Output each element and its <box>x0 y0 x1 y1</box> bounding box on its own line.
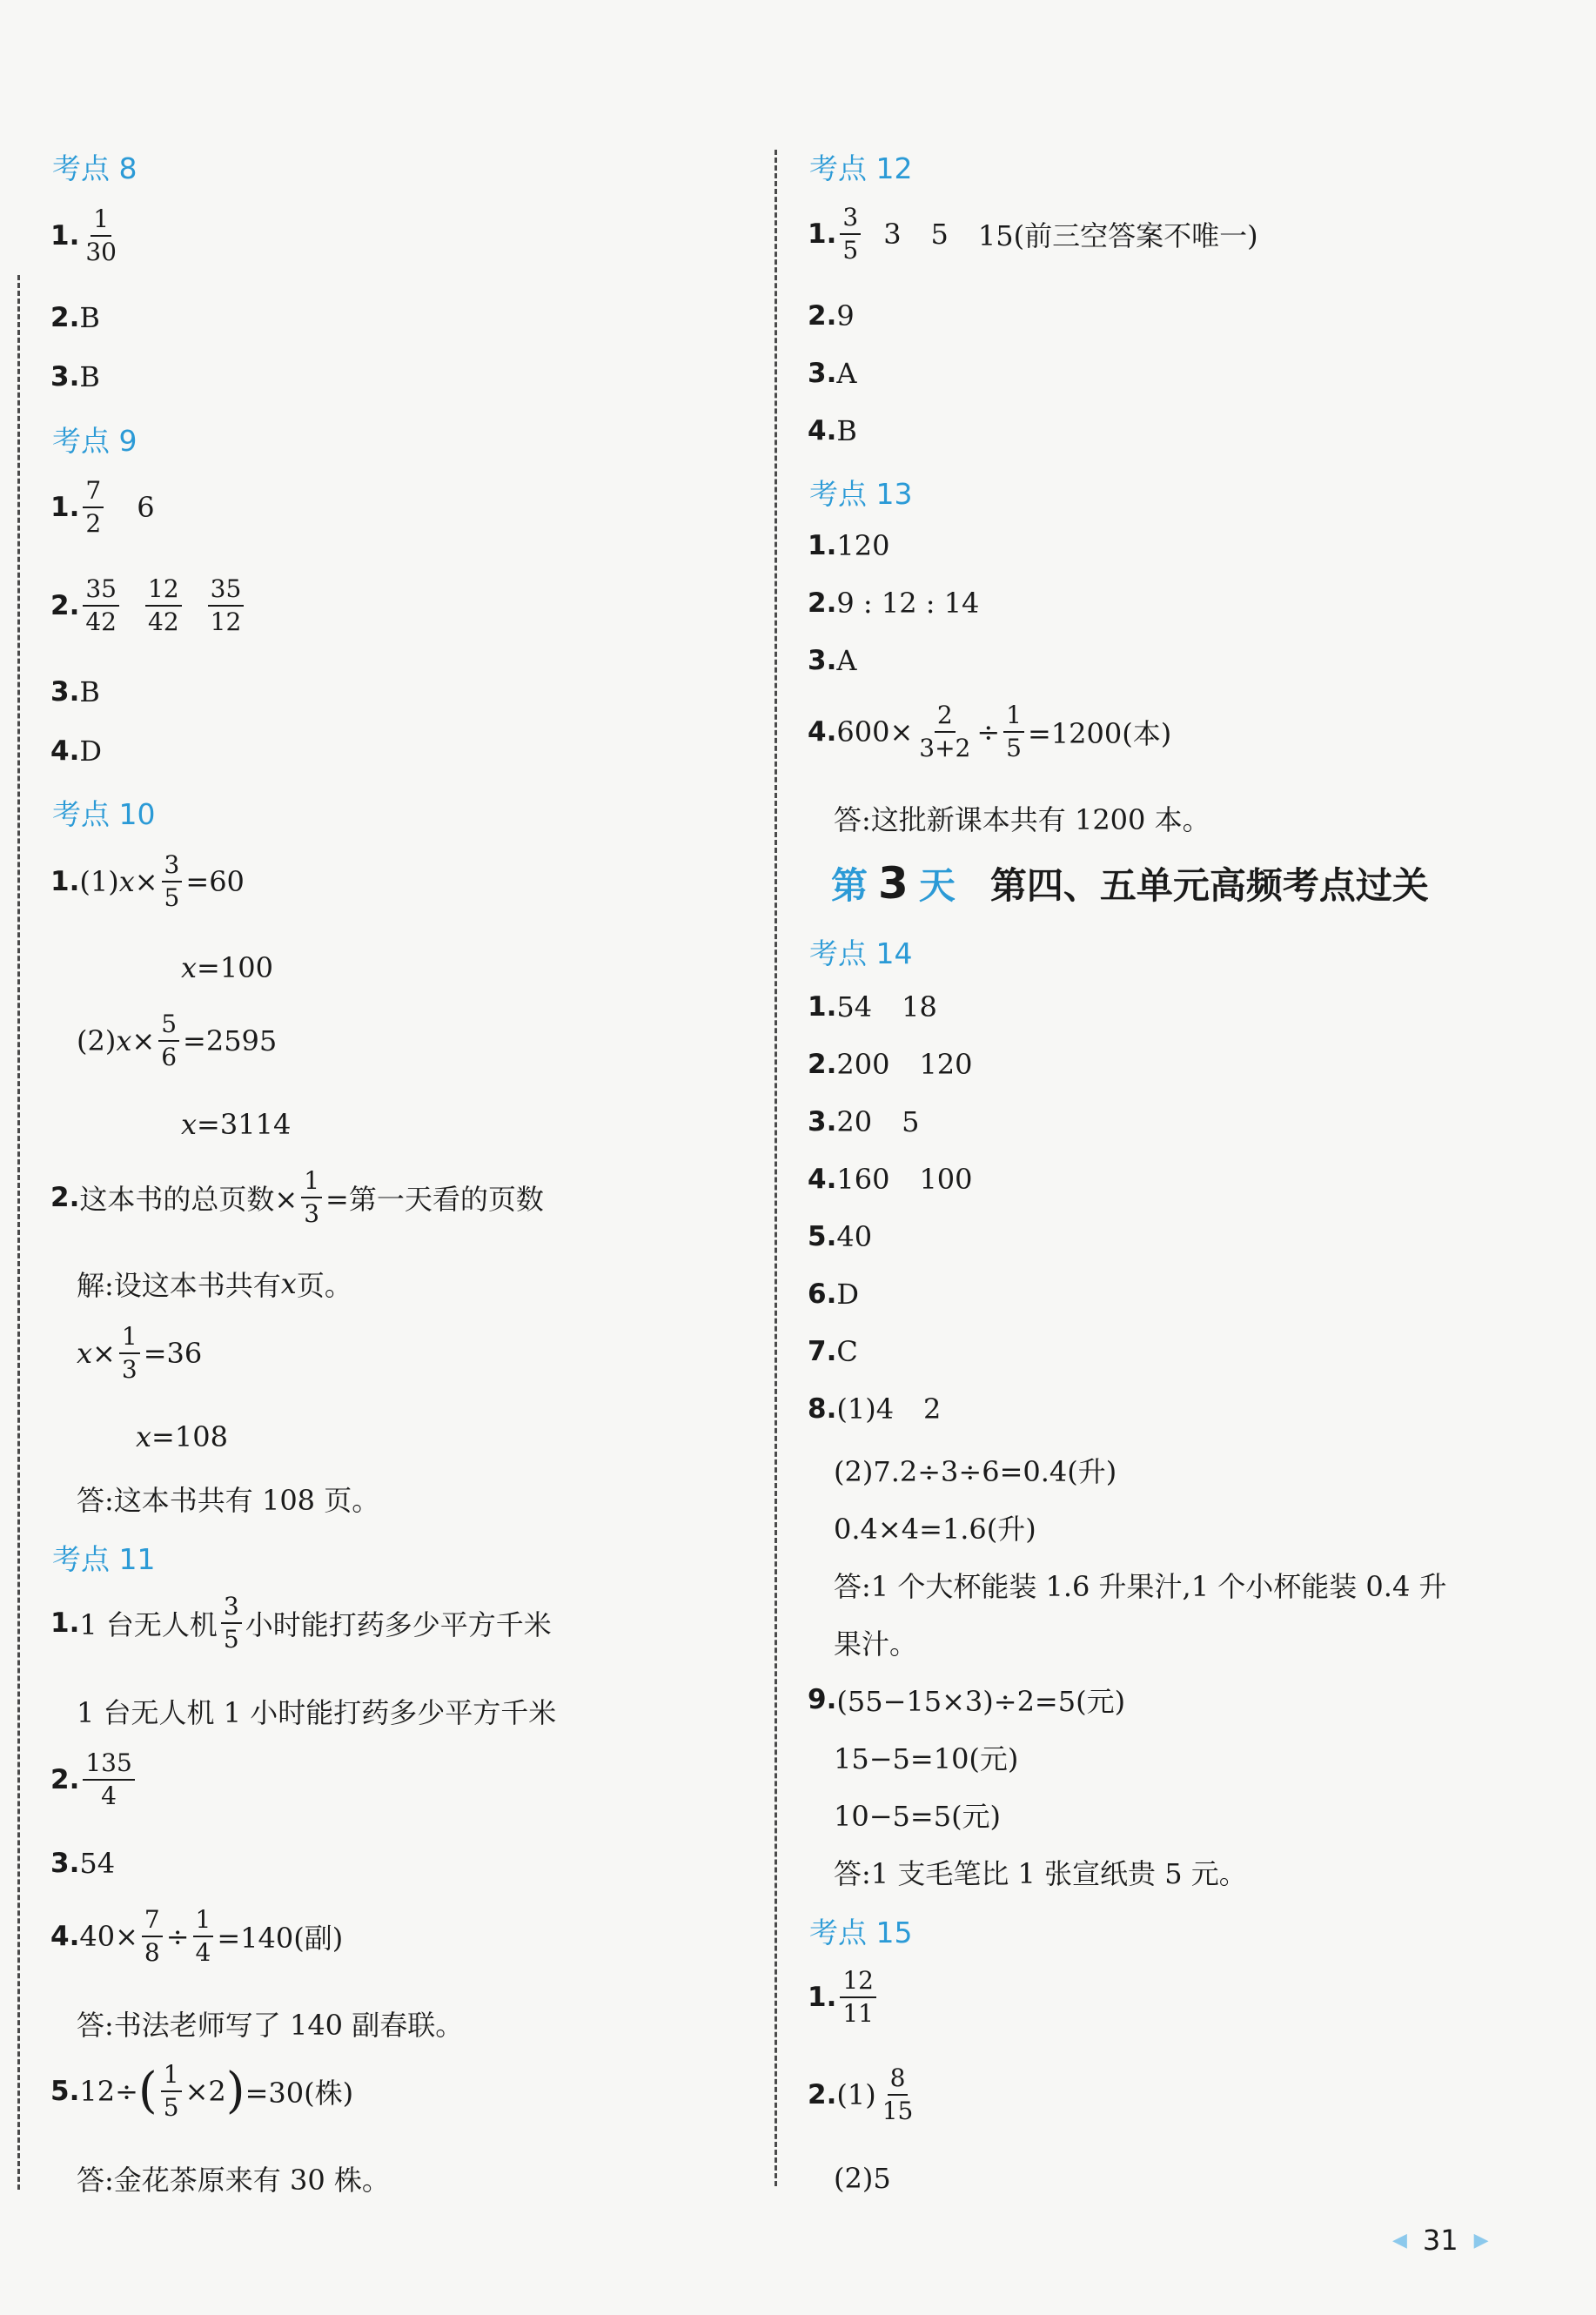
answer-15-2: 2. (1) $\frac{8}{15}$ <box>808 2063 914 2125</box>
answer-10-1-res1: x =100 <box>181 951 273 984</box>
day-label-a: 第 <box>831 864 868 907</box>
answer-14-8-calc1: (2)7.2÷3÷6=0.4(升) <box>834 1455 1117 1488</box>
section-heading-11: 考点 11 <box>52 1542 156 1576</box>
answer-11-4: 4. 40× $\frac{7}{8}$ ÷ $\frac{1}{4}$ =140(副) <box>50 1905 344 1967</box>
answer-13-4-conclusion: 答:这批新课本共有 1200 本。 <box>834 803 1210 836</box>
fraction: $\frac{1}{30}$ <box>85 205 117 266</box>
answer-13-1: 1. 120 <box>808 529 890 562</box>
answer-12-2: 2. 9 <box>808 299 855 332</box>
section-heading-9: 考点 9 <box>52 424 137 458</box>
triangle-right-icon: ▶ <box>1473 2229 1489 2251</box>
answer-11-5-conclusion: 答:金花茶原来有 30 株。 <box>77 2164 390 2197</box>
answer-15-1: 1. $\frac{12}{11}$ <box>808 1969 880 2026</box>
answer-14-9-calc2: 10−5=5(元) <box>834 1800 1002 1833</box>
left-dashed-border <box>17 275 20 2190</box>
answer-14-8: 8. (1)4 2 <box>808 1392 942 1426</box>
item-number: 1. <box>50 220 80 252</box>
answer-14-8-conclusion-cont: 果汁。 <box>834 1627 918 1661</box>
section-heading-15: 考点 15 <box>809 1916 913 1949</box>
answer-14-2: 2. 200 120 <box>808 1048 973 1081</box>
answer-10-2-solution: 解:设这本书共有 x 页。 <box>77 1267 352 1302</box>
answer-10-2: 2. 这本书的总页数× $\frac{1}{3}$ =第一天看的页数 <box>50 1166 544 1228</box>
answer-11-1-b: 1 台无人机 1 小时能打药多少平方千米 <box>77 1696 557 1729</box>
answer-10-2-conclusion: 答:这本书共有 108 页。 <box>77 1484 380 1517</box>
answer-14-4: 4. 160 100 <box>808 1163 973 1196</box>
section-heading-10: 考点 10 <box>52 797 156 831</box>
answer-13-2: 2. 9 : 12 : 14 <box>808 587 980 620</box>
triangle-left-icon: ◀ <box>1392 2229 1407 2251</box>
answer-8-1 <box>50 207 123 265</box>
answer-11-5: 5. 12÷ ( $\frac{1}{5}$ ×2 ) =30(株) <box>50 2060 354 2122</box>
answer-10-2-result: x =108 <box>136 1420 228 1453</box>
answer-11-4-conclusion: 答:书法老师写了 140 副春联。 <box>77 2009 464 2042</box>
page-number: 31 <box>1422 2224 1459 2257</box>
answer-10-1-eq2: (2) x × $\frac{5}{6}$ =2595 <box>77 1010 278 1071</box>
answer-12-4: 4. B <box>808 414 857 447</box>
answer-9-2: 2. $\frac{35}{42}$ $\frac{12}{42}$ $\frac{35}{12}$ <box>50 577 247 634</box>
answer-14-3: 3. 20 5 <box>808 1105 920 1138</box>
section-heading-13: 考点 13 <box>809 477 913 511</box>
answer-14-6: 6. D <box>808 1278 860 1311</box>
answer-9-1: 1. $\frac{7}{2}$ 6 <box>50 476 155 538</box>
answer-9-3: 3. B <box>50 675 100 708</box>
answer-12-1: 1. $\frac{3}{5}$ 3 5 15(前三空答案不唯一) <box>808 203 1258 265</box>
answer-10-1-res2: x =3114 <box>181 1108 292 1141</box>
section-heading-8: 考点 8 <box>52 151 137 185</box>
answer-15-2-b: (2)5 <box>834 2162 891 2195</box>
answer-14-9-calc1: 15−5=10(元) <box>834 1742 1019 1775</box>
answer-11-3: 3. 54 <box>50 1847 116 1880</box>
day-number: 3 <box>878 858 909 909</box>
section-heading-14: 考点 14 <box>809 936 913 970</box>
answer-8-3: 3. B <box>50 360 100 393</box>
day-label-c: 天 <box>918 864 956 907</box>
answer-12-3: 3. A <box>808 357 857 390</box>
day-title <box>831 857 1429 909</box>
page-number-footer <box>1392 2224 1489 2257</box>
answer-11-2: 2. $\frac{135}{4}$ <box>50 1751 138 1808</box>
answer-14-5: 5. 40 <box>808 1220 873 1253</box>
answer-14-8-calc2: 0.4×4=1.6(升) <box>834 1513 1036 1546</box>
answer-14-7: 7. C <box>808 1335 858 1368</box>
answer-14-9: 9. (55−15×3)÷2=5(元) <box>808 1684 1126 1718</box>
day-title-text: 第四、五单元高频考点过关 <box>989 864 1429 907</box>
section-heading-12: 考点 12 <box>809 151 913 185</box>
answer-11-1: 1. 1 台无人机 $\frac{3}{5}$ 小时能打药多少平方千米 <box>50 1592 552 1654</box>
answer-14-9-conclusion: 答:1 支毛笔比 1 张宣纸贵 5 元。 <box>834 1857 1247 1890</box>
answer-10-1-eq1: 1. (1) x × $\frac{3}{5}$ =60 <box>50 850 245 912</box>
middle-dashed-divider <box>775 150 777 2186</box>
answer-14-8-conclusion: 答:1 个大杯能装 1.6 升果汁,1 个小杯能装 0.4 升 <box>834 1570 1447 1603</box>
answer-8-2: 2. B <box>50 301 100 334</box>
answer-10-2-equation: x × $\frac{1}{3}$ =36 <box>77 1322 203 1384</box>
answer-14-1: 1. 54 18 <box>808 990 937 1023</box>
answer-9-4: 4. D <box>50 735 103 768</box>
answer-13-4: 4. 600× $\frac{2}{3+2}$ ÷ $\frac{1}{5}$ =1200(本) <box>808 701 1172 762</box>
answer-13-3: 3. A <box>808 644 857 677</box>
